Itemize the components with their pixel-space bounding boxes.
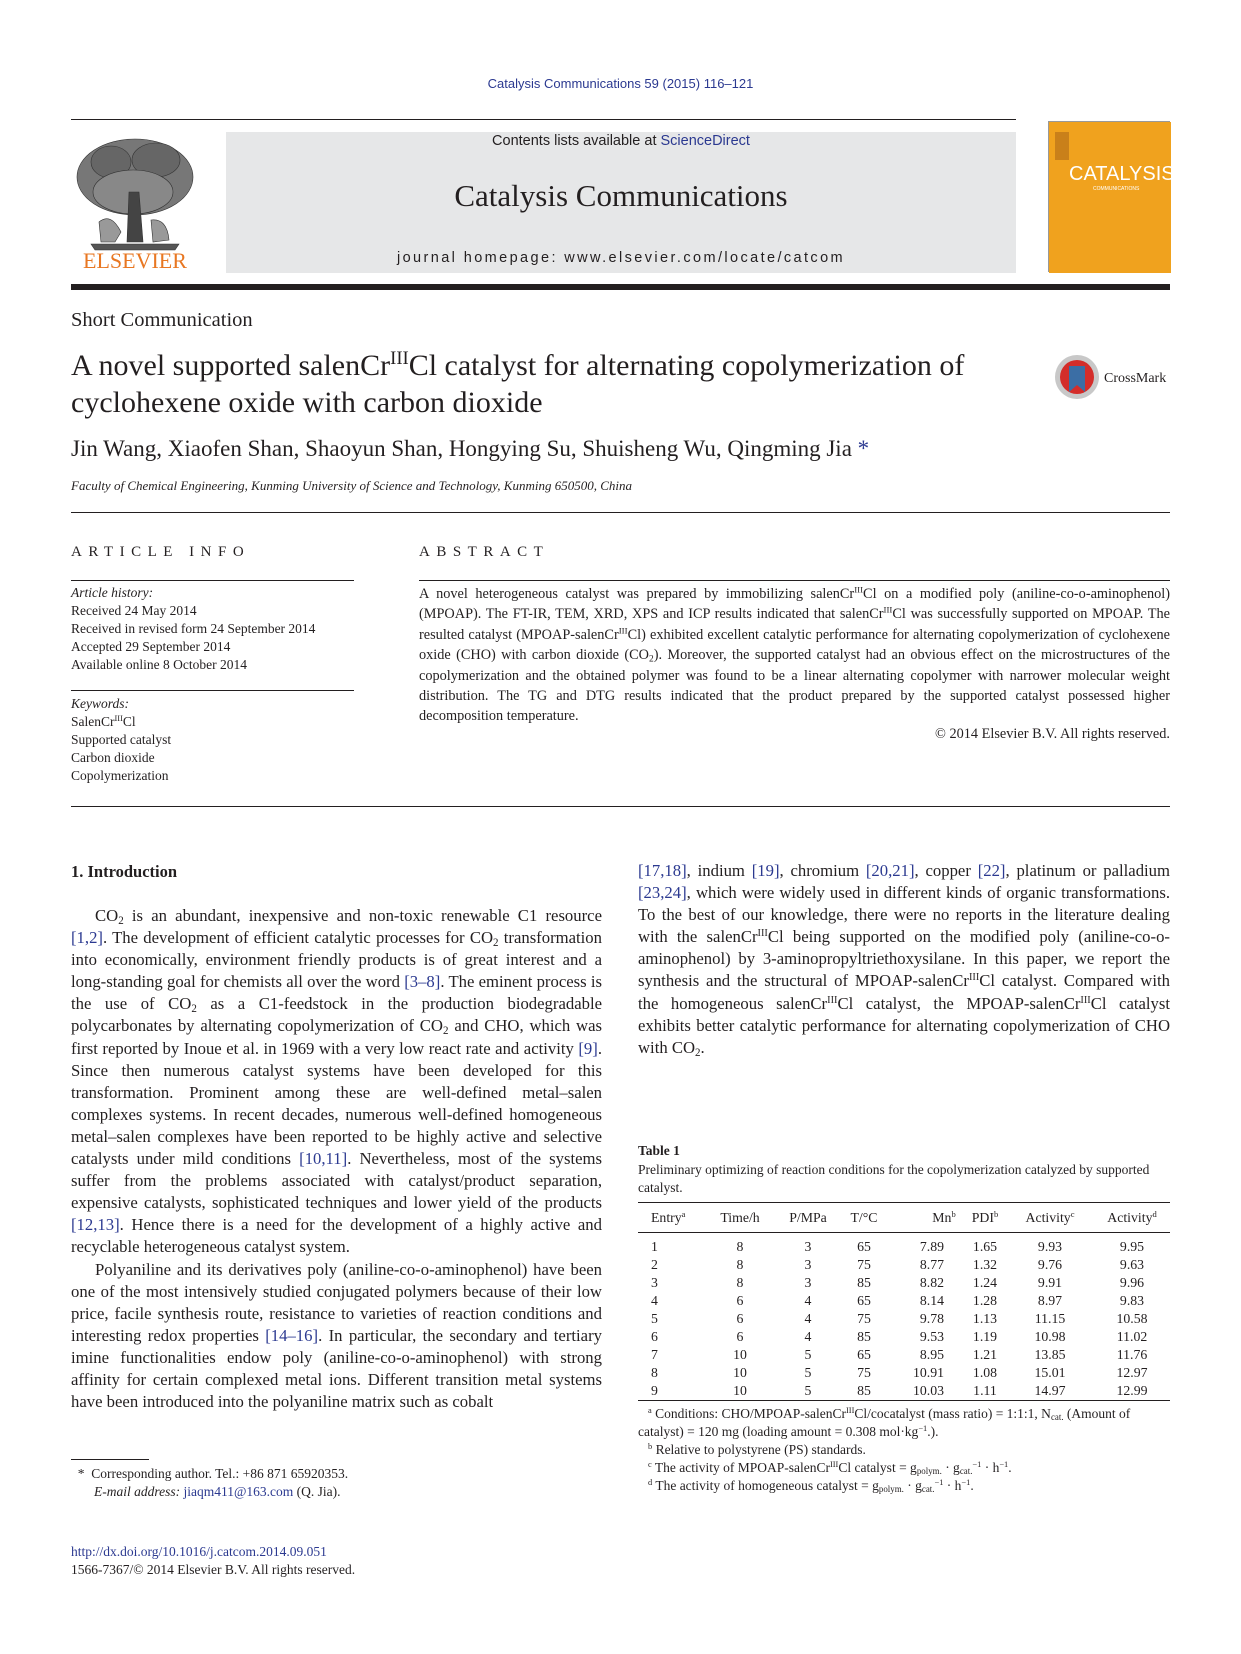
table-cell: 8.82 (919, 1275, 944, 1290)
history-label: Article history: (71, 585, 154, 600)
table-cell: 9.96 (1119, 1275, 1145, 1290)
journal-title: Catalysis Communications (454, 178, 788, 213)
cover-image (1049, 122, 1171, 273)
intro-paragraph-1: $CO_2$ is an abundant, inexpensive and non-toxic renewable C1 resource [1,2]. The development of efficient catalytic processes for $CO_2$ transformation into economically, environment friendly products is of great interest and a long-standing goal for chemists all over the word [3–8]. The eminent process is the use of $CO_2$ as a C1-feedstock in the production biodegradable polycarbonates by alternating copolymerization of $CO_2$ and CHO, which was first reported by Inoue et al. in 1969 with a very low react rate and activity [9]. Since then numerous catalyst systems have been developed for this transformation. Prominent among these are well-defined metal–salen complexes systems. In recent decades, numerous well-defined homogeneous metal–salen complexes have been reported to be highly active and selective catalysts under mild conditions [10,11]. Nevertheless, most of the systems suffer from the problems associated with catalyst/product separation, expensive catalysts, sophisticated techniques and lower yield of the products [12,13]. Hence there is a need for the development of a highly active and recyclable heterogeneous catalyst system. (71, 906, 602, 1257)
citation-link[interactable]: [3–8] (404, 972, 441, 992)
history-revised: Received in revised form 24 September 2014 (71, 621, 316, 636)
table-cell: 8 (736, 1257, 744, 1272)
table-cell: 8.77 (919, 1257, 944, 1272)
table-cell: 14.97 (1034, 1383, 1066, 1398)
keyword-item: Copolymerization (71, 768, 169, 783)
article-title: A novel supported salenCr$^{III}$Cl catalyst for alternating copolymerization of cyclohexene oxide with carbon dioxide (71, 347, 965, 419)
table-header-cell: P/MPa (789, 1210, 827, 1225)
table-cell: 10.98 (1034, 1329, 1066, 1344)
table-cell: 11.15 (1034, 1311, 1066, 1326)
citation-link[interactable]: [20,21] (865, 861, 915, 880)
table-cell: 5 (804, 1365, 812, 1380)
history-received: Received 24 May 2014 (71, 603, 197, 618)
table-header-cell: T/°C (850, 1210, 878, 1225)
corresponding-author-mark[interactable]: * (857, 436, 870, 461)
table-cell: 12.99 (1116, 1383, 1148, 1398)
table-cell: 65 (857, 1347, 871, 1362)
divider (419, 580, 1170, 581)
table-cell: 9.63 (1119, 1257, 1145, 1272)
table-cell: 6 (736, 1293, 744, 1308)
journal-citation[interactable]: Catalysis Communications 59 (2015) 116–121 (487, 76, 754, 91)
table-cell: 5 (804, 1383, 812, 1398)
history-accepted: Accepted 29 September 2014 (71, 639, 231, 654)
table-cell: 10 (733, 1383, 747, 1398)
table-caption: Preliminary optimizing of reaction conditions for the copolymerization catalyzed by supported catalyst. (638, 1162, 1150, 1195)
keyword-item: Supported catalyst (71, 732, 172, 747)
table-cell: 3 (651, 1275, 658, 1290)
table-cell: 9.78 (919, 1311, 944, 1326)
table-cell: 6 (736, 1311, 744, 1326)
keyword-item: Carbon dioxide (71, 750, 155, 765)
table-cell: 4 (804, 1311, 812, 1326)
divider (71, 512, 1170, 513)
elsevier-tree-icon (71, 132, 199, 274)
table-cell: 75 (857, 1257, 871, 1272)
table-cell: 85 (857, 1329, 871, 1344)
section-heading-introduction: 1. Introduction (71, 862, 178, 881)
table-rule (638, 1232, 1170, 1233)
contents-prefix: Contents lists available at (492, 133, 661, 149)
citation-link[interactable]: [22] (977, 861, 1006, 880)
divider (71, 690, 354, 691)
table-cell: 4 (804, 1293, 812, 1308)
table-cell: 10.91 (912, 1365, 944, 1380)
citation-link[interactable]: [14–16] (265, 1325, 319, 1345)
table-cell: 1.32 (972, 1257, 998, 1272)
divider (71, 580, 354, 581)
table-label: Table 1 (638, 1143, 680, 1158)
table-cell: 1.08 (972, 1365, 998, 1380)
table-cell: 5 (804, 1347, 812, 1362)
table-cell: 6 (736, 1329, 744, 1344)
doi-link[interactable]: http://dx.doi.org/10.1016/j.catcom.2014.09.051 (71, 1544, 327, 1559)
doi-block (71, 1543, 355, 1579)
table-cell: 65 (857, 1239, 871, 1254)
table-cell: 6 (651, 1329, 658, 1344)
table-cell: 75 (857, 1311, 871, 1326)
citation-link[interactable]: [10,11] (299, 1149, 348, 1169)
corresponding-author-footnote: * Corresponding author. Tel.: +86 871 65920353. E-mail address: jiaqm411@163.com (Q. Jia). (77, 1466, 349, 1499)
table-cell: 10 (733, 1365, 747, 1380)
journal-cover[interactable] (1048, 121, 1170, 272)
table-cell: 1.28 (972, 1293, 998, 1308)
table-cell: 10.58 (1116, 1311, 1148, 1326)
contents-line (226, 133, 1016, 149)
table-cell: 10.03 (912, 1383, 944, 1398)
abstract-copyright: © 2014 Elsevier B.V. All rights reserved. (935, 726, 1170, 742)
table-cell: 8 (736, 1275, 744, 1290)
table-cell: 11.02 (1116, 1329, 1148, 1344)
abstract-heading: ABSTRACT (419, 544, 550, 560)
table-rule (638, 1400, 1170, 1401)
citation-link[interactable]: [9] (578, 1038, 598, 1058)
table-cell: 3 (804, 1275, 812, 1290)
table-footnotes: $^a$ Conditions: CHO/MPOAP-salenCr$^{III}$Cl/cocatalyst (mass ratio) = 1:1:1, $N_{cat.}$ (Amount of catalyst) = 120 mg (loading amount = 0.308 $mol\cdot kg^{-1}$.). $^b$ Relative to polystyrene (PS) standards. $^c$ The activity of MPOAP-salenCr$^{III}$Cl catalyst = $g_{polym.} \cdot g_{cat.}^{-1} \cdot h^{-1}$. $^d$ The activity of homogeneous catalyst = $g_{polym.} \cdot g_{cat.}^{-1} \cdot h^{-1}$. (638, 1405, 1131, 1495)
table-cell: 9.83 (1119, 1293, 1145, 1308)
keywords-label: Keywords: (71, 696, 129, 711)
crossmark-label: CrossMark (1104, 371, 1167, 386)
body-column-right (638, 860, 1170, 1059)
citation-link[interactable]: [17,18] (638, 861, 687, 880)
footnote-rule (71, 1459, 149, 1460)
crossmark-button[interactable] (1054, 352, 1172, 402)
table-cell: 1.19 (972, 1329, 998, 1344)
table-cell: 13.85 (1034, 1347, 1066, 1362)
table-cell: 75 (857, 1365, 871, 1380)
table-cell: 4 (804, 1329, 812, 1344)
divider (71, 806, 1170, 807)
table-cell: 9.91 (1037, 1275, 1063, 1290)
keyword-item: SalenCr$^{III}$Cl (71, 713, 136, 729)
crossmark-icon (1054, 352, 1172, 402)
table-cell: 7.89 (919, 1239, 944, 1254)
table-cell: 8.95 (919, 1347, 944, 1362)
table-cell: 9.93 (1037, 1239, 1063, 1254)
article-info-heading: ARTICLE INFO (71, 544, 251, 560)
table-cell: 8 (736, 1239, 744, 1254)
table-cell: 7 (651, 1347, 658, 1362)
table-cell: 10 (733, 1347, 747, 1362)
table-cell: 85 (857, 1383, 871, 1398)
table-header-cell: Mn$^b$ (932, 1208, 956, 1225)
table-cell: 9 (651, 1383, 658, 1398)
elsevier-wordmark: ELSEVIER (83, 248, 187, 273)
table-cell: 65 (857, 1293, 871, 1308)
author-list: Jin Wang, Xiaofen Shan, Shaoyun Shan, Hongying Su, Shuisheng Wu, Qingming Jia * (71, 436, 870, 461)
table-cell: 15.01 (1034, 1365, 1066, 1380)
table-cell: 5 (651, 1311, 658, 1326)
header-thick-rule (71, 284, 1170, 290)
table-cell: 9.76 (1037, 1257, 1063, 1272)
table-cell: 85 (857, 1275, 871, 1290)
table-cell: 8 (651, 1365, 658, 1380)
history-online: Available online 8 October 2014 (71, 657, 247, 672)
citation-link[interactable]: [1,2] (71, 928, 103, 948)
table-cell: 4 (651, 1293, 658, 1308)
table-header-cell: Activity$^d$ (1107, 1208, 1157, 1225)
table-header-cell: Entry$^a$ (651, 1208, 686, 1225)
table-cell: 2 (651, 1257, 658, 1272)
table-cell: 1 (651, 1239, 658, 1254)
table-rule (638, 1202, 1170, 1203)
body-column-left (71, 905, 602, 1413)
table-cell: 1.65 (972, 1239, 998, 1254)
journal-homepage[interactable]: journal homepage: www.elsevier.com/locate/catcom (396, 250, 846, 266)
table-cell: 3 (804, 1239, 812, 1254)
citation-link[interactable]: [19] (751, 861, 780, 880)
table-cell: 8.97 (1037, 1293, 1063, 1308)
table-cell: 9.53 (919, 1329, 944, 1344)
table-cell: 12.97 (1116, 1365, 1148, 1380)
intro-paragraph-2-continued: [17,18], indium [19], chromium [20,21], copper [22], platinum or palladium [23,24], which were widely used in different kinds of organic transformations. To the best of our knowledge, there were no reports in the literature dealing with the salenCr$^{III}$Cl being supported on the modified poly (aniline-co-o-aminophenol) by 3-aminopropyltriethoxysilane. In this paper, we report the synthesis and the structural of MPOAP-salenCr$^{III}$Cl catalyst. Compared with the homogeneous salenCr$^{III}$Cl catalyst, the MPOAP-salenCr$^{III}$Cl catalyst exhibits better catalytic performance for alternating copolymerization of CHO with $CO_2$. (638, 861, 1170, 1059)
table-cell: 1.13 (972, 1311, 998, 1326)
article-type: Short Communication (71, 309, 253, 331)
table-cell: 1.24 (972, 1275, 998, 1290)
cover-subtitle: COMMUNICATIONS (1093, 186, 1140, 192)
sciencedirect-link[interactable]: ScienceDirect (660, 133, 750, 149)
table-cell: 1.11 (973, 1383, 997, 1398)
abstract-text: A novel heterogeneous catalyst was prepared by immobilizing salenCr$^{III}$Cl on a modified poly (aniline-co-o-aminophenol) (MPOAP). The FT-IR, TEM, XRD, XPS and ICP results indicated that salenCr$^{III}$Cl was successfully supported on MPOAP. The resulted catalyst (MPOAP-salenCr$^{III}$Cl) exhibited excellent catalytic performance for alternating copolymerization of cyclohexene oxide (CHO) with carbon dioxide $(CO_2)$. Moreover, the supported catalyst had an obvious effect on the microstructures of the copolymerization and the obtained polymer was found to be a linear alternating copolymer with narrower molecular weight distribution. The TG and DTG results indicated that the product prepared by the supported catalyst possessed higher decomposition temperature. (419, 584, 1170, 725)
divider (71, 119, 1016, 120)
email-link[interactable]: jiaqm411@163.com (183, 1484, 294, 1499)
table-cell: 11.76 (1116, 1347, 1148, 1362)
elsevier-logo[interactable] (71, 132, 199, 274)
cover-title: CATALYSIS (1069, 163, 1171, 185)
article-history (71, 584, 361, 674)
citation-link[interactable]: [12,13] (71, 1215, 120, 1235)
intro-paragraph-2-start: Polyaniline and its derivatives poly (aniline-co-o-aminophenol) have been one of the most intensively studied conjugated polymers because of their low price, facile synthesis route, resistance to varieties of reaction conditions and interesting redox properties [14–16]. In particular, the secondary and tertiary imine functionalities endow poly (aniline-co-o-aminophenol) with strong affinity for certain complexed metal ions. Different transition metal systems have been introduced into the polyaniline matrix such as cobalt (71, 1259, 602, 1412)
table-cell: 1.21 (972, 1347, 998, 1362)
table-cell: 8.14 (919, 1293, 944, 1308)
keywords (71, 695, 361, 785)
table-cell: 3 (804, 1257, 812, 1272)
citation-link[interactable]: [23,24] (638, 883, 687, 903)
table-cell: 9.95 (1119, 1239, 1145, 1254)
issn-copyright: 1566-7367/© 2014 Elsevier B.V. All rights reserved. (71, 1562, 356, 1577)
table-header-cell: PDI$^b$ (971, 1208, 999, 1225)
affiliation: Faculty of Chemical Engineering, Kunming University of Science and Technology, Kunming 650500, China (71, 478, 632, 493)
table-header-cell: Activity$^c$ (1025, 1208, 1075, 1225)
table-header-cell: Time/h (720, 1210, 760, 1225)
